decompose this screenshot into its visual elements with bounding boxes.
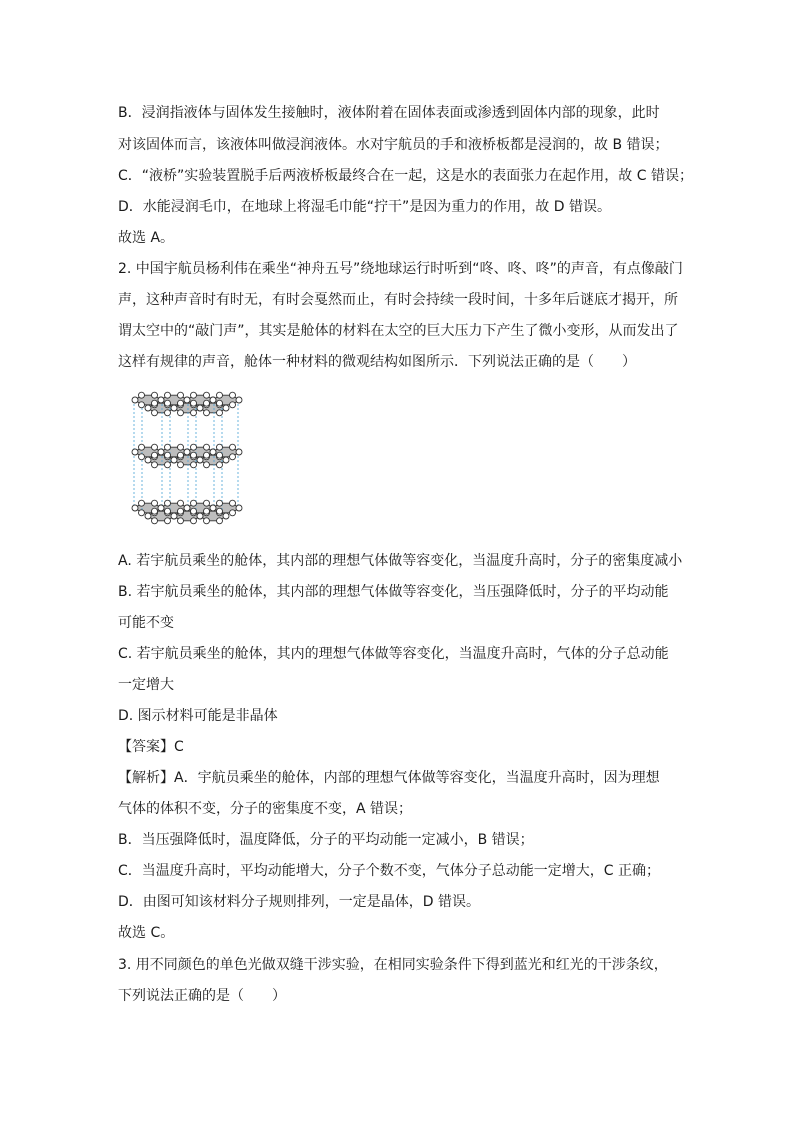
lattice-atom xyxy=(191,444,197,450)
lattice-atom xyxy=(217,508,223,514)
lattice-atom xyxy=(236,397,242,403)
option-d: D. 图示材料可能是非晶体 xyxy=(118,708,278,724)
text-line: 气体的体积不变，分子的密集度不变，A 错误； xyxy=(118,801,413,817)
lattice-atom xyxy=(145,513,151,519)
lattice-atom xyxy=(152,500,158,506)
lattice-atom xyxy=(217,392,223,398)
lattice-atom xyxy=(165,392,171,398)
lattice-atom xyxy=(197,513,203,519)
lattice-atom xyxy=(236,505,242,511)
lattice-atom xyxy=(230,392,236,398)
lattice-atom xyxy=(217,452,223,458)
lattice-atom xyxy=(204,444,210,450)
lattice-atom xyxy=(132,449,138,455)
lattice-atom xyxy=(191,500,197,506)
lattice-atom xyxy=(165,410,171,416)
text-line: 可能不变 xyxy=(118,615,174,631)
text-line: 故选 C。 xyxy=(118,925,175,941)
lattice-atom xyxy=(204,410,210,416)
lattice-atom xyxy=(165,518,171,524)
lattice-atom xyxy=(210,397,216,403)
crystal-lattice-diagram-icon xyxy=(118,382,260,530)
text-line: 声，这种声音时有时无，有时会戛然而止，有时会持续一段时间，十多年后谜底才揭开，所 xyxy=(118,292,678,308)
question-2-stem: 2. 中国宇航员杨利伟在乘坐“神舟五号”绕地球运行时听到“咚、咚、咚”的声音，有点像敲门 xyxy=(118,261,683,277)
lattice-atom xyxy=(139,500,145,506)
lattice-atom xyxy=(191,400,197,406)
lattice-atom xyxy=(204,400,210,406)
lattice-atom xyxy=(184,449,190,455)
lattice-atom xyxy=(139,402,145,408)
text-line: B．浸润指液体与固体发生接触时，液体附着在固体表面或渗透到固体内部的现象，此时 xyxy=(118,105,660,121)
lattice-atom xyxy=(139,510,145,516)
lattice-atom xyxy=(230,500,236,506)
lattice-atom xyxy=(223,457,229,463)
lattice-atom xyxy=(236,449,242,455)
lattice-atom xyxy=(158,505,164,511)
lattice-atom xyxy=(217,462,223,468)
lattice-atom xyxy=(132,397,138,403)
option-a: A. 若宇航员乘坐的舱体，其内部的理想气体做等容变化，当温度升高时，分子的密集度减小 xyxy=(118,553,683,569)
lattice-atom xyxy=(171,513,177,519)
lattice-atom xyxy=(191,452,197,458)
lattice-atom xyxy=(152,508,158,514)
lattice-atom xyxy=(178,392,184,398)
text-line: 对该固体而言，该液体叫做浸润液体。水对宇航员的手和液桥板都是浸润的，故 B 错误； xyxy=(118,137,669,153)
lattice-atom xyxy=(204,392,210,398)
option-c: C. 若宇航员乘坐的舱体，其内的理想气体做等容变化，当温度升高时，气体的分子总动能 xyxy=(118,646,669,662)
answer-line: 【答案】C xyxy=(118,739,184,755)
lattice-atom xyxy=(178,500,184,506)
text-line: 这样有规律的声音，舱体一种材料的微观结构如图所示．下列说法正确的是（ ） xyxy=(118,354,636,370)
text-line: 下列说法正确的是（ ） xyxy=(118,988,286,1004)
lattice-atom xyxy=(165,400,171,406)
lattice-atom xyxy=(171,405,177,411)
lattice-atom xyxy=(204,452,210,458)
lattice-atom xyxy=(191,392,197,398)
question-3-stem: 3. 用不同颜色的单色光做双缝干涉实验，在相同实验条件下得到蓝光和红光的干涉条纹， xyxy=(118,957,668,973)
lattice-atom xyxy=(152,400,158,406)
lattice-atom xyxy=(223,405,229,411)
lattice-atom xyxy=(152,462,158,468)
lattice-atom xyxy=(178,518,184,524)
lattice-atom xyxy=(217,400,223,406)
lattice-atom xyxy=(178,508,184,514)
text-line: D．水能浸润毛巾，在地球上将湿毛巾能“拧干”是因为重力的作用，故 D 错误。 xyxy=(118,199,611,215)
lattice-atom xyxy=(230,454,236,460)
text-line: 故选 A。 xyxy=(118,230,175,246)
text-line: 一定增大 xyxy=(118,677,174,693)
text-line: C．当温度升高时，平均动能增大，分子个数不变，气体分子总动能一定增大，C 正确； xyxy=(118,863,660,879)
lattice-atom xyxy=(165,508,171,514)
lattice-atom xyxy=(217,518,223,524)
lattice-atom xyxy=(139,454,145,460)
lattice-atom xyxy=(210,449,216,455)
lattice-atom xyxy=(197,405,203,411)
lattice-atom xyxy=(139,444,145,450)
lattice-atom xyxy=(191,462,197,468)
lattice-atom xyxy=(165,462,171,468)
lattice-atom xyxy=(165,452,171,458)
lattice-atom xyxy=(230,510,236,516)
lattice-atom xyxy=(139,392,145,398)
lattice-atom xyxy=(158,449,164,455)
lattice-atom xyxy=(210,505,216,511)
text-line: C．“液桥”实验装置脱手后两液桥板最终合在一起，这是水的表面张力在起作用，故 C 错误； xyxy=(118,168,693,184)
lattice-atom xyxy=(178,462,184,468)
lattice-atom xyxy=(217,410,223,416)
lattice-atom xyxy=(197,457,203,463)
lattice-atom xyxy=(178,444,184,450)
lattice-atom xyxy=(145,457,151,463)
lattice-atom xyxy=(178,452,184,458)
lattice-atom xyxy=(152,452,158,458)
lattice-atom xyxy=(152,518,158,524)
lattice-atom xyxy=(132,505,138,511)
lattice-atom xyxy=(223,513,229,519)
lattice-atom xyxy=(165,444,171,450)
text-line: 谓太空中的“敲门声”，其实是舱体的材料在太空的巨大压力下产生了微小变形，从而发出了 xyxy=(118,323,679,339)
lattice-atom xyxy=(152,392,158,398)
lattice-atom xyxy=(217,444,223,450)
lattice-atom xyxy=(152,410,158,416)
lattice-atom xyxy=(204,518,210,524)
lattice-atom xyxy=(191,518,197,524)
lattice-atom xyxy=(230,444,236,450)
lattice-atom xyxy=(178,400,184,406)
text-line: B．当压强降低时，温度降低，分子的平均动能一定减小，B 错误； xyxy=(118,832,534,848)
lattice-atom xyxy=(204,462,210,468)
text-line: D．由图可知该材料分子规则排列，一定是晶体，D 错误。 xyxy=(118,894,481,910)
lattice-atom xyxy=(158,397,164,403)
lattice-atom xyxy=(217,500,223,506)
analysis-line: 【解析】A．宇航员乘坐的舱体，内部的理想气体做等容变化，当温度升高时，因为理想 xyxy=(118,770,660,786)
lattice-atom xyxy=(191,508,197,514)
lattice-atom xyxy=(165,500,171,506)
lattice-atom xyxy=(171,457,177,463)
lattice-atom xyxy=(191,410,197,416)
lattice-atom xyxy=(145,405,151,411)
lattice-atom xyxy=(184,397,190,403)
lattice-atom xyxy=(184,505,190,511)
lattice-atom xyxy=(152,444,158,450)
lattice-atom xyxy=(204,508,210,514)
lattice-atom xyxy=(204,500,210,506)
lattice-atom xyxy=(230,402,236,408)
crystal-lattice-figure xyxy=(118,382,260,530)
option-b: B. 若宇航员乘坐的舱体，其内部的理想气体做等容变化，当压强降低时，分子的平均动能 xyxy=(118,584,669,600)
lattice-atom xyxy=(178,410,184,416)
